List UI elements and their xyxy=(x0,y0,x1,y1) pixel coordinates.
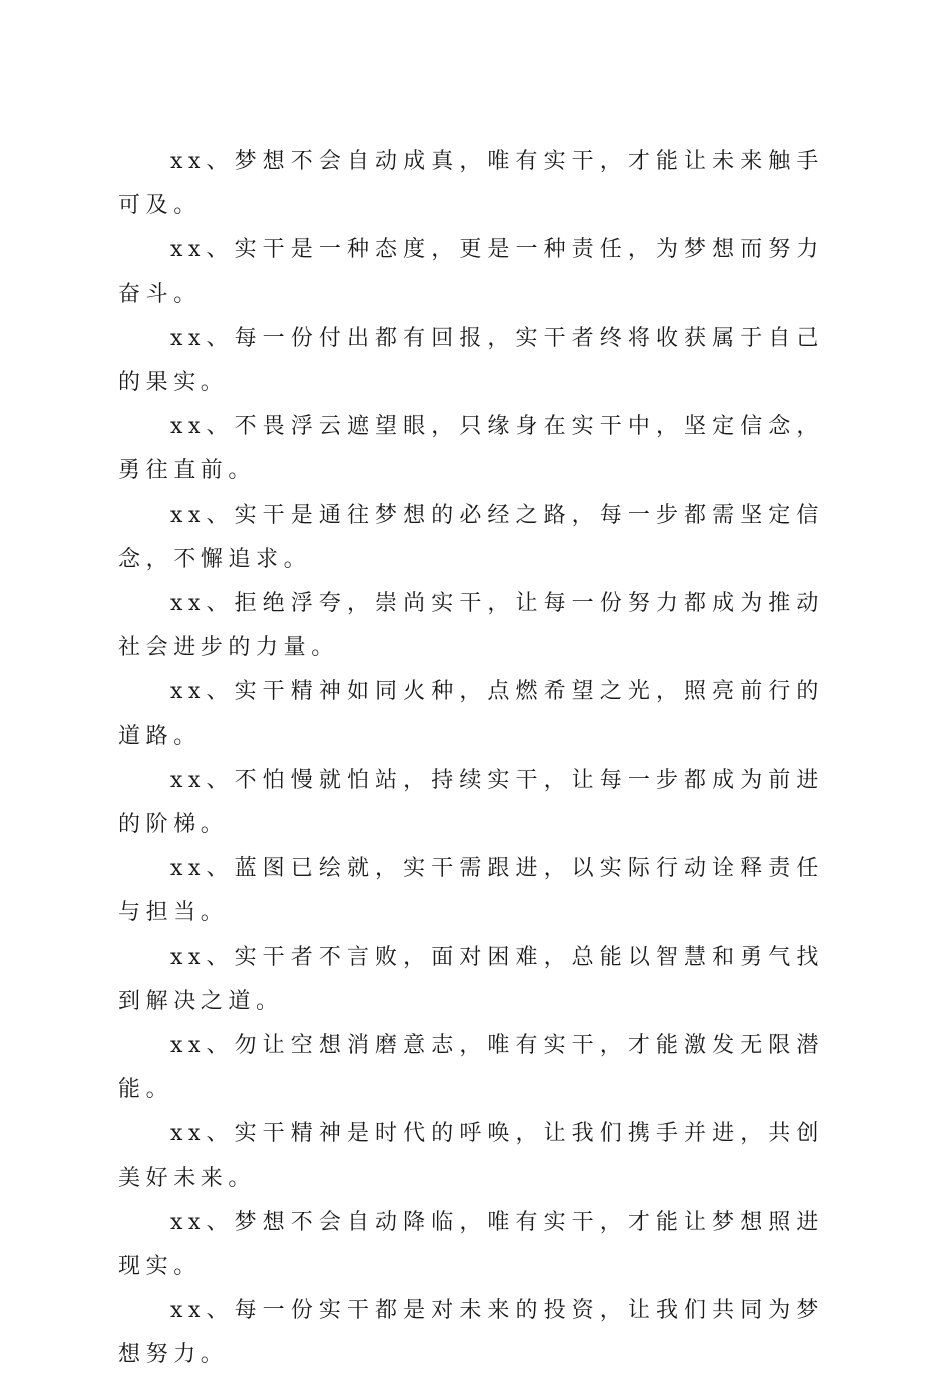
paragraph-14: xx、每一份实干都是对未来的投资，让我们共同为梦想努力。 xyxy=(118,1298,824,1368)
paragraph-3: xx、每一份付出都有回报，实干者终将收获属于自己的果实。 xyxy=(118,325,824,396)
paragraph-8: xx、不怕慢就怕站，持续实干，让每一步都成为前进的阶梯。 xyxy=(118,767,824,838)
paragraph-6: xx、拒绝浮夸，崇尚实干，让每一份努力都成为推动社会进步的力量。 xyxy=(118,591,824,661)
paragraph-10: xx、实干者不言败，面对困难，总能以智慧和勇气找到解决之道。 xyxy=(118,944,824,1014)
paragraph-1: xx、梦想不会自动成真，唯有实干，才能让未来触手可及。 xyxy=(118,149,824,219)
paragraph-2: xx、实干是一种态度，更是一种责任，为梦想而努力奋斗。 xyxy=(118,237,824,307)
paragraph-7: xx、实干精神如同火种，点燃希望之光，照亮前行的道路。 xyxy=(118,679,824,749)
paragraph-9: xx、蓝图已绘就，实干需跟进，以实际行动诠释责任与担当。 xyxy=(118,856,824,926)
paragraph-5: xx、实干是通往梦想的必经之路，每一步都需坚定信念，不懈追求。 xyxy=(118,502,824,572)
document-body xyxy=(118,140,824,1378)
paragraph-12: xx、实干精神是时代的呼唤，让我们携手并进，共创美好未来。 xyxy=(118,1121,824,1191)
paragraph-4: xx、不畏浮云遮望眼，只缘身在实干中，坚定信念，勇往直前。 xyxy=(118,414,824,484)
paragraph-13: xx、梦想不会自动降临，唯有实干，才能让梦想照进现实。 xyxy=(118,1209,824,1280)
paragraph-11: xx、勿让空想消磨意志，唯有实干，才能激发无限潜能。 xyxy=(118,1033,824,1103)
